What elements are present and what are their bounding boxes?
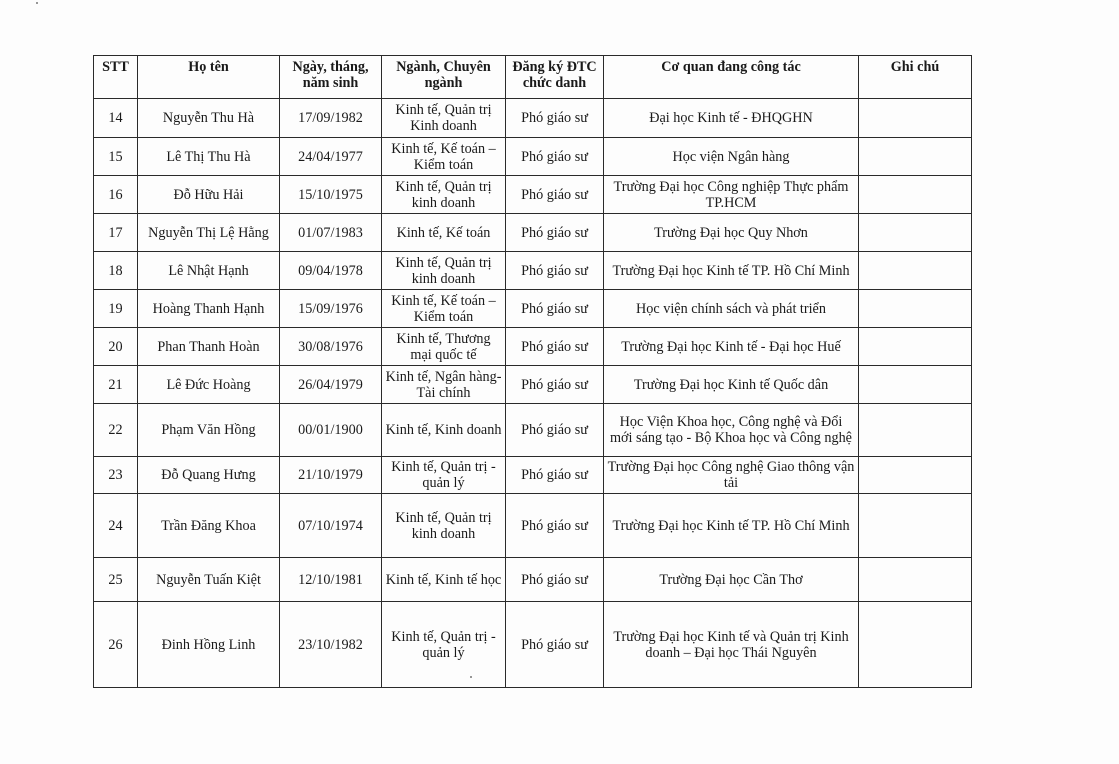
cell-stt: 18	[94, 252, 138, 290]
cell-note	[859, 366, 972, 404]
cell-name: Đỗ Hữu Hải	[138, 176, 280, 214]
cell-org: Trường Đại học Kinh tế TP. Hồ Chí Minh	[604, 252, 859, 290]
header-title: Đăng ký ĐTC chức danh	[506, 56, 604, 99]
cell-dob: 07/10/1974	[280, 494, 382, 558]
cell-stt: 26	[94, 602, 138, 688]
cell-title: Phó giáo sư	[506, 366, 604, 404]
cell-note	[859, 457, 972, 494]
cell-dob: 24/04/1977	[280, 138, 382, 176]
cell-dob: 17/09/1982	[280, 99, 382, 138]
header-org: Cơ quan đang công tác	[604, 56, 859, 99]
table-header-row	[94, 56, 972, 99]
header-major: Ngành, Chuyên ngành	[382, 56, 506, 99]
table-row	[94, 214, 972, 252]
cell-major: Kinh tế, Kế toán	[382, 214, 506, 252]
cell-title: Phó giáo sư	[506, 214, 604, 252]
cell-org: Trường Đại học Kinh tế và Quản trị Kinh doanh – Đại học Thái Nguyên	[604, 602, 859, 688]
cell-org: Học viện chính sách và phát triển	[604, 290, 859, 328]
cell-stt: 20	[94, 328, 138, 366]
cell-stt: 23	[94, 457, 138, 494]
table-row	[94, 138, 972, 176]
cell-major: Kinh tế, Quản trị Kinh doanh	[382, 99, 506, 138]
cell-major: Kinh tế, Quản trị kinh doanh	[382, 494, 506, 558]
cell-major: Kinh tế, Kinh doanh	[382, 404, 506, 457]
cell-name: Trần Đăng Khoa	[138, 494, 280, 558]
cell-org: Trường Đại học Kinh tế TP. Hồ Chí Minh	[604, 494, 859, 558]
cell-stt: 19	[94, 290, 138, 328]
cell-org: Học Viện Khoa học, Công nghệ và Đổi mới sáng tạo - Bộ Khoa học và Công nghệ	[604, 404, 859, 457]
cell-major: Kinh tế, Kế toán – Kiểm toán	[382, 138, 506, 176]
cell-title: Phó giáo sư	[506, 602, 604, 688]
cell-name: Lê Thị Thu Hà	[138, 138, 280, 176]
cell-major: Kinh tế, Ngân hàng-Tài chính	[382, 366, 506, 404]
table-row	[94, 457, 972, 494]
table-row	[94, 366, 972, 404]
cell-name: Hoàng Thanh Hạnh	[138, 290, 280, 328]
table-row	[94, 328, 972, 366]
cell-title: Phó giáo sư	[506, 494, 604, 558]
table-row	[94, 290, 972, 328]
cell-stt: 21	[94, 366, 138, 404]
cell-major: Kinh tế, Quản trị - quản lý	[382, 457, 506, 494]
cell-stt: 25	[94, 558, 138, 602]
cell-org: Trường Đại học Cần Thơ	[604, 558, 859, 602]
cell-stt: 17	[94, 214, 138, 252]
cell-org: Học viện Ngân hàng	[604, 138, 859, 176]
cell-name: Lê Đức Hoàng	[138, 366, 280, 404]
cell-org: Trường Đại học Kinh tế Quốc dân	[604, 366, 859, 404]
cell-title: Phó giáo sư	[506, 138, 604, 176]
header-dob: Ngày, tháng, năm sinh	[280, 56, 382, 99]
cell-major: Kinh tế, Quản trị kinh doanh	[382, 176, 506, 214]
table-row	[94, 99, 972, 138]
cell-dob: 01/07/1983	[280, 214, 382, 252]
cell-stt: 15	[94, 138, 138, 176]
table-row	[94, 252, 972, 290]
cell-major: Kinh tế, Quản trị - quản lý	[382, 602, 506, 688]
cell-note	[859, 176, 972, 214]
cell-major: Kinh tế, Kinh tế học	[382, 558, 506, 602]
cell-name: Nguyễn Thị Lệ Hằng	[138, 214, 280, 252]
cell-dob: 30/08/1976	[280, 328, 382, 366]
cell-note	[859, 252, 972, 290]
scan-speck	[36, 2, 38, 4]
cell-name: Đỗ Quang Hưng	[138, 457, 280, 494]
cell-dob: 26/04/1979	[280, 366, 382, 404]
cell-name: Nguyễn Thu Hà	[138, 99, 280, 138]
cell-note	[859, 328, 972, 366]
cell-name: Đinh Hồng Linh	[138, 602, 280, 688]
cell-dob: 09/04/1978	[280, 252, 382, 290]
cell-title: Phó giáo sư	[506, 558, 604, 602]
cell-title: Phó giáo sư	[506, 328, 604, 366]
cell-title: Phó giáo sư	[506, 290, 604, 328]
cell-name: Lê Nhật Hạnh	[138, 252, 280, 290]
cell-stt: 22	[94, 404, 138, 457]
table-row	[94, 176, 972, 214]
cell-major: Kinh tế, Quản trị kinh doanh	[382, 252, 506, 290]
table-row	[94, 404, 972, 457]
cell-name: Phan Thanh Hoàn	[138, 328, 280, 366]
cell-name: Phạm Văn Hồng	[138, 404, 280, 457]
header-stt: STT	[94, 56, 138, 99]
cell-org: Trường Đại học Kinh tế - Đại học Huế	[604, 328, 859, 366]
cell-title: Phó giáo sư	[506, 176, 604, 214]
cell-note	[859, 404, 972, 457]
cell-dob: 00/01/1900	[280, 404, 382, 457]
table-row	[94, 602, 972, 688]
table-row	[94, 558, 972, 602]
cell-major: Kinh tế, Thương mại quốc tế	[382, 328, 506, 366]
cell-note	[859, 214, 972, 252]
cell-dob: 23/10/1982	[280, 602, 382, 688]
header-note: Ghi chú	[859, 56, 972, 99]
cell-stt: 16	[94, 176, 138, 214]
cell-dob: 12/10/1981	[280, 558, 382, 602]
cell-title: Phó giáo sư	[506, 457, 604, 494]
cell-org: Trường Đại học Công nghệ Giao thông vận tải	[604, 457, 859, 494]
cell-dob: 21/10/1979	[280, 457, 382, 494]
cell-note	[859, 558, 972, 602]
cell-stt: 14	[94, 99, 138, 138]
cell-major: Kinh tế, Kế toán – Kiểm toán	[382, 290, 506, 328]
cell-org: Trường Đại học Quy Nhơn	[604, 214, 859, 252]
candidate-table	[93, 55, 972, 688]
header-name: Họ tên	[138, 56, 280, 99]
cell-dob: 15/09/1976	[280, 290, 382, 328]
cell-note	[859, 99, 972, 138]
cell-note	[859, 138, 972, 176]
cell-title: Phó giáo sư	[506, 252, 604, 290]
cell-dob: 15/10/1975	[280, 176, 382, 214]
cell-name: Nguyễn Tuấn Kiệt	[138, 558, 280, 602]
cell-org: Trường Đại học Công nghiệp Thực phẩm TP.HCM	[604, 176, 859, 214]
cell-stt: 24	[94, 494, 138, 558]
cell-title: Phó giáo sư	[506, 99, 604, 138]
cell-note	[859, 602, 972, 688]
table-row	[94, 494, 972, 558]
cell-title: Phó giáo sư	[506, 404, 604, 457]
cell-note	[859, 494, 972, 558]
cell-org: Đại học Kinh tế - ĐHQGHN	[604, 99, 859, 138]
cell-note	[859, 290, 972, 328]
